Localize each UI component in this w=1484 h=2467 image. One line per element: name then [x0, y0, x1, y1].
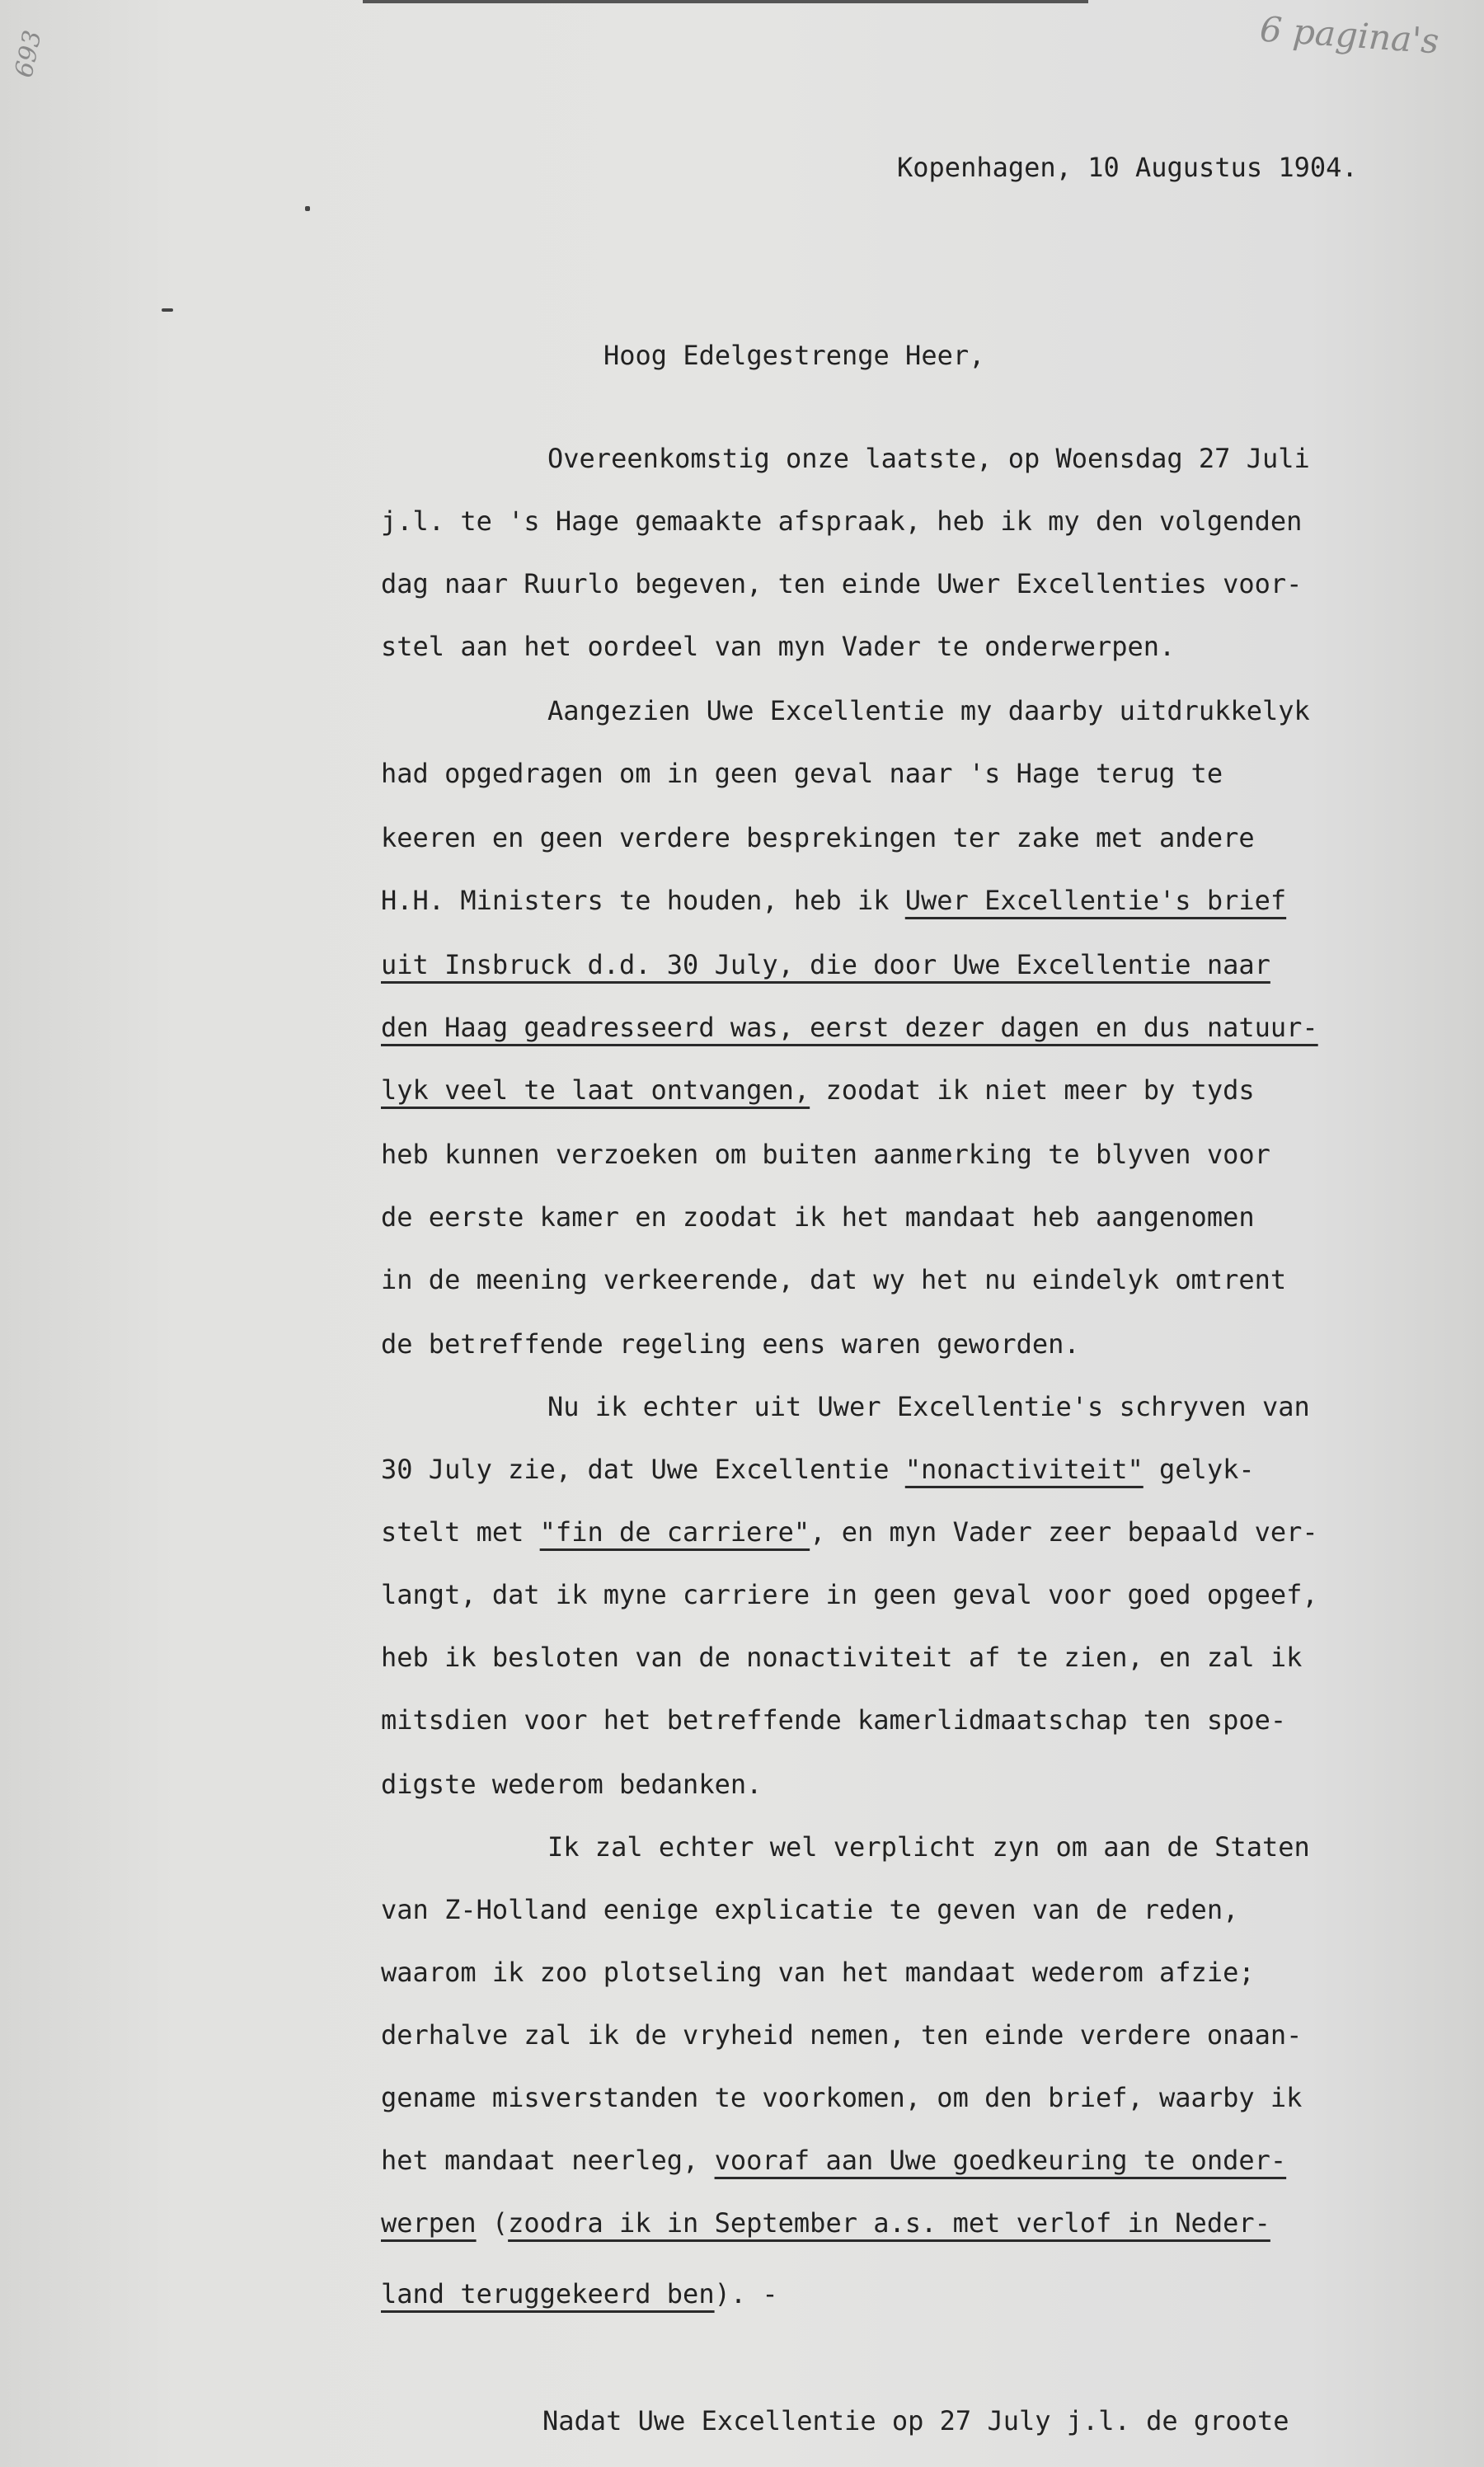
line-text: langt, dat ik myne carriere in geen geval voor goed opgeef,	[381, 1579, 1318, 1610]
letter-line	[381, 757, 1223, 793]
letter-line	[381, 1768, 762, 1804]
letter-salutation: Hoog Edelgestrenge Heer,	[603, 340, 985, 371]
line-text: waarom ik zoo plotseling van het mandaat wederom afzie;	[381, 1957, 1255, 1988]
underlined-text: lyk veel te laat ontvangen,	[381, 1074, 810, 1106]
letter-line	[381, 1578, 1318, 1614]
letter-line	[381, 1011, 1318, 1047]
line-text: had opgedragen om in geen geval naar 's Hage terug te	[381, 758, 1223, 789]
line-text: keeren en geen verdere besprekingen ter zake met andere	[381, 822, 1255, 853]
line-text: de betreffende regeling eens waren geworden.	[381, 1328, 1080, 1360]
letter-line	[381, 2081, 1302, 2117]
letter-line	[381, 1893, 1238, 1929]
line-text: gename misverstanden te voorkomen, om den brief, waarby ik	[381, 2082, 1303, 2113]
letter-line	[381, 821, 1255, 858]
underlined-text: land teruggekeerd ben	[381, 2278, 715, 2310]
letter-line	[381, 1327, 1080, 1364]
underlined-text: werpen	[381, 2207, 477, 2239]
ink-speck	[305, 206, 310, 211]
page-count-annotation: 6 pagina's	[1258, 8, 1440, 62]
letter-line	[381, 1956, 1255, 1992]
top-edge-line	[363, 0, 1088, 3]
letter-line	[381, 1201, 1255, 1237]
letter-line	[381, 2277, 778, 2314]
underlined-text: zoodra ik in September a.s. met verlof in Neder-	[508, 2207, 1270, 2239]
line-text: Nu ik echter uit Uwer Excellentie's schryven van	[547, 1391, 1310, 1422]
letter-line	[381, 1263, 1286, 1299]
line-text: het mandaat neerleg,	[381, 2145, 715, 2176]
underlined-text: Uwer Excellentie's brief	[904, 885, 1287, 916]
line-text: Ik zal echter wel verplicht zyn om aan de Staten	[547, 1831, 1310, 1863]
line-text: heb kunnen verzoeken om buiten aanmerking te blyven voor	[381, 1139, 1270, 1170]
line-text: Aangezien Uwe Excellentie my daarby uitdrukkelyk	[547, 695, 1310, 726]
letter-line	[547, 1390, 1310, 1426]
underlined-text: vooraf aan Uwe goedkeuring te onder-	[714, 2145, 1287, 2176]
line-text: Nadat Uwe Excellentie op 27 July j.l. de groote	[542, 2405, 1289, 2436]
line-text: dag naar Ruurlo begeven, ten einde Uwer Excellenties voor-	[381, 568, 1303, 599]
line-text: , en myn Vader zeer bepaald ver-	[810, 1516, 1318, 1548]
letter-line	[381, 1074, 1255, 1110]
line-text: gelyk-	[1143, 1454, 1255, 1485]
line-text: stelt met	[381, 1516, 540, 1548]
letter-line	[381, 1515, 1318, 1552]
line-text: de eerste kamer en zoodat ik het mandaat heb aangenomen	[381, 1201, 1255, 1233]
letter-line	[381, 1703, 1286, 1740]
letter-line	[547, 442, 1310, 478]
line-text: H.H. Ministers te houden, heb ik	[381, 885, 905, 916]
letter-date: Kopenhagen, 10 Augustus 1904.	[897, 152, 1358, 183]
letter-line	[381, 2018, 1302, 2055]
letter-line	[381, 1641, 1302, 1677]
line-text: ). -	[714, 2278, 778, 2310]
underlined-text: "nonactiviteit"	[904, 1454, 1144, 1485]
line-text: mitsdien voor het betreffende kamerlidmaatschap ten spoe-	[381, 1704, 1287, 1736]
line-text: heb ik besloten van de nonactiviteit af te zien, en zal ik	[381, 1642, 1303, 1673]
line-text: derhalve zal ik de vryheid nemen, ten einde verdere onaan-	[381, 2019, 1303, 2051]
line-text: digste wederom bedanken.	[381, 1769, 763, 1800]
archive-number-annotation: 693	[9, 27, 48, 81]
line-text: Overeenkomstig onze laatste, op Woensdag 27 Juli	[547, 443, 1310, 474]
letter-line	[547, 1830, 1310, 1867]
underlined-text: den Haag geadresseerd was, eerst dezer dagen en dus natuur-	[381, 1012, 1318, 1043]
letter-line	[542, 2404, 1289, 2441]
letter-line	[381, 505, 1302, 541]
letter-line	[381, 630, 1175, 666]
underlined-text: "fin de carriere"	[539, 1516, 810, 1548]
line-text: j.l. te 's Hage gemaakte afspraak, heb ik my den volgenden	[381, 505, 1303, 537]
line-text: in de meening verkeerende, dat wy het nu eindelyk omtrent	[381, 1264, 1287, 1295]
letter-line	[381, 1453, 1255, 1489]
line-text: 30 July zie, dat Uwe Excellentie	[381, 1454, 905, 1485]
letter-line	[381, 948, 1270, 984]
letter-line	[381, 567, 1302, 604]
line-text: zoodat ik niet meer by tyds	[810, 1074, 1255, 1106]
letter-line	[381, 1138, 1270, 1174]
letter-line	[381, 2206, 1270, 2243]
underlined-text: uit Insbruck d.d. 30 July, die door Uwe Excellentie naar	[381, 949, 1270, 980]
line-text: stel aan het oordeel van myn Vader te onderwerpen.	[381, 631, 1176, 662]
letter-line	[547, 694, 1310, 731]
line-text: van Z-Holland eenige explicatie te geven van de reden,	[381, 1894, 1239, 1925]
line-text: (	[476, 2207, 509, 2239]
ink-speck	[162, 308, 173, 312]
letter-line	[381, 884, 1286, 920]
letter-line	[381, 2144, 1286, 2180]
